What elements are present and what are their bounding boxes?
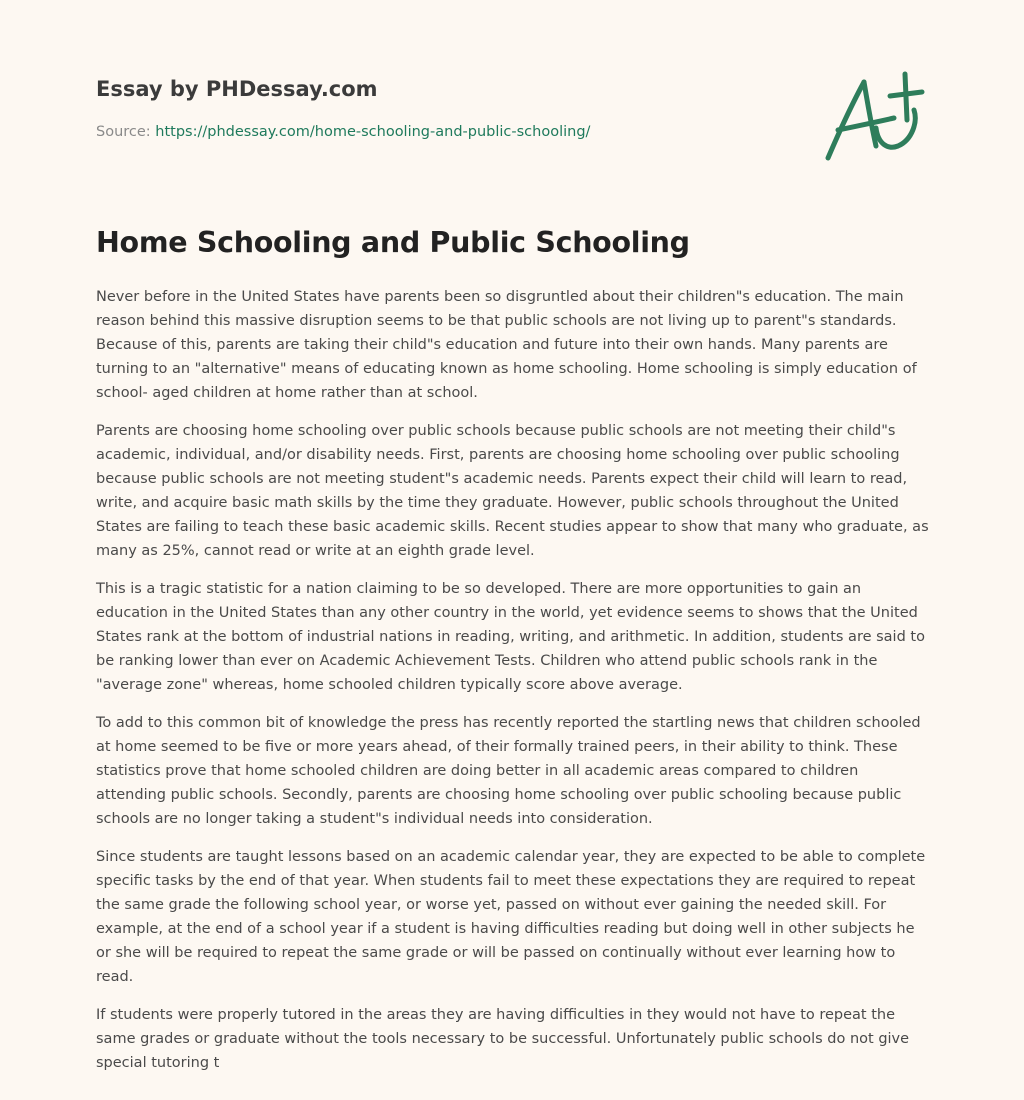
essay-paragraph: Parents are choosing home schooling over public schools because public schools are not meeting their child"s academic, individual, and/or disability needs. First, parents are choosing home schooling over public schooling because public schools are not meeting student"s academic needs. Parents expect their child will learn to read, write, and acquire basic math skills by the time they graduate. However, public schools throughout the United States are failing to teach these basic academic skills. Recent studies appear to show that many who graduate, as many as 25%, cannot read or write at an eighth grade level. bbox=[96, 423, 929, 559]
essay-body bbox=[96, 285, 932, 1089]
source-link[interactable]: https://phdessay.com/home-schooling-and-public-schooling/ bbox=[155, 124, 591, 140]
brand-name: Essay by PHDessay.com bbox=[96, 77, 378, 101]
essay-title: Home Schooling and Public Schooling bbox=[96, 226, 690, 259]
essay-paragraph: This is a tragic statistic for a nation claiming to be so developed. There are more opportunities to gain an education in the United States than any other country in the world, yet evidence seems to shows that the United States rank at the bottom of industrial nations in reading, writing, and arithmetic. In addition, students are said to be ranking lower than ever on Academic Achievement Tests. Children who attend public schools rank in the "average zone" whereas, home schooled children typically score above average. bbox=[96, 581, 925, 693]
essay-paragraph: To add to this common bit of knowledge the press has recently reported the startling news that children schooled at home seemed to be five or more years ahead, of their formally trained peers, in their ability to think. These statistics prove that home schooled children are doing better in all academic areas compared to children attending public schools. Secondly, parents are choosing home schooling over public schooling because public schools are no longer taking a student"s individual needs into consideration. bbox=[96, 715, 921, 827]
source-line bbox=[96, 124, 590, 140]
a-plus-logo-icon bbox=[818, 66, 930, 166]
essay-paragraph: If students were properly tutored in the areas they are having difficulties in they would not have to repeat the same grades or graduate without the tools necessary to be successful. Unfortunately public schools do not give special tutoring t bbox=[96, 1007, 910, 1071]
source-label: Source: bbox=[96, 124, 156, 140]
essay-paragraph: Since students are taught lessons based on an academic calendar year, they are expected to be able to complete specific tasks by the end of that year. When students fail to meet these expectations they are required to repeat the same grade the following school year, or worse yet, passed on without ever gaining the needed skill. For example, at the end of a school year if a student is having difficulties reading but doing well in other subjects he or she will be required to repeat the same grade or will be passed on continually without ever learning how to read. bbox=[96, 849, 926, 985]
essay-paragraph: Never before in the United States have parents been so disgruntled about their children"s education. The main reason behind this massive disruption seems to be that public schools are not living up to parent"s standards. Because of this, parents are taking their child"s education and future into their own hands. Many parents are turning to an "alternative" means of educating known as home schooling. Home schooling is simply education of school- aged children at home rather than at school. bbox=[96, 289, 917, 401]
